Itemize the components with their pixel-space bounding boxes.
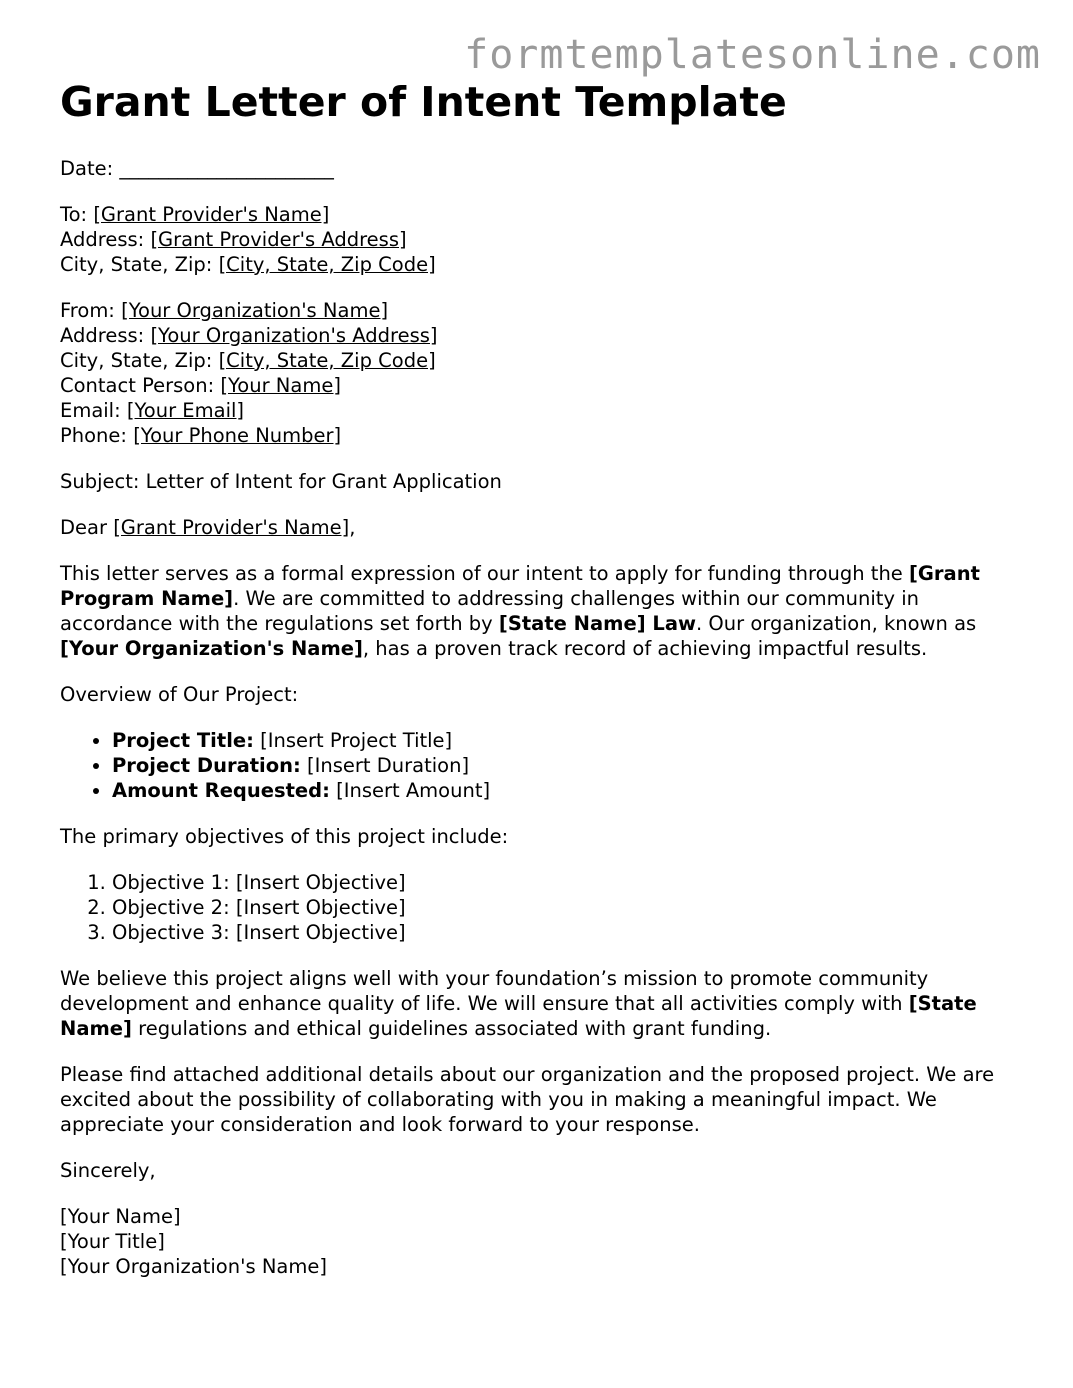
signature-name: [Your Name]: [60, 1205, 181, 1228]
contact-field: [Your Name]: [220, 374, 341, 397]
watermark-text: formtemplatesonline.com: [464, 32, 1041, 78]
intro-text-4: , has a proven track record of achieving impactful results.: [362, 637, 928, 660]
sender-block: [60, 298, 1020, 448]
to-name-field: [Grant Provider's Name]: [93, 203, 330, 226]
signature-organization: [Your Organization's Name]: [60, 1255, 327, 1278]
list-item: [112, 753, 1020, 778]
alignment-text-2: regulations and ethical guidelines associated with grant funding.: [131, 1017, 772, 1040]
list-item: [112, 728, 1020, 753]
email-label: Email:: [60, 399, 121, 422]
objectives-heading: The primary objectives of this project include:: [60, 825, 509, 848]
to-city-label: City, State, Zip:: [60, 253, 213, 276]
state-name: [State Name]: [60, 992, 977, 1040]
salutation-prefix: Dear: [60, 516, 114, 539]
to-address-label: Address:: [60, 228, 145, 251]
salutation-suffix: ,: [349, 516, 356, 539]
from-address-field: [Your Organization's Address]: [150, 324, 438, 347]
to-address-field: [Grant Provider's Address]: [150, 228, 407, 251]
date-line: [60, 156, 1020, 181]
item-value: [Insert Amount]: [329, 779, 491, 802]
from-city-field: [City, State, Zip Code]: [218, 349, 436, 372]
signature-title: [Your Title]: [60, 1230, 165, 1253]
intro-text-1: This letter serves as a formal expression of our intent to apply for funding through the: [60, 562, 910, 585]
from-address-label: Address:: [60, 324, 145, 347]
contact-label: Contact Person:: [60, 374, 215, 397]
objectives-list: [60, 870, 1020, 945]
email-field: [Your Email]: [126, 399, 245, 422]
from-city-label: City, State, Zip:: [60, 349, 213, 372]
alignment-text-1: We believe this project aligns well with your foundation’s mission to promote community development and enhance quality of life. We will ensure that all activities comply with: [60, 967, 929, 1015]
subject-line: Subject: Letter of Intent for Grant Application: [60, 470, 502, 493]
phone-label: Phone:: [60, 424, 127, 447]
list-item: 1. Objective 1: [Insert Objective]: [112, 870, 1020, 895]
salutation: [60, 515, 1020, 540]
phone-field: [Your Phone Number]: [133, 424, 342, 447]
salutation-name-field: [Grant Provider's Name]: [113, 516, 350, 539]
grant-program-name: [Grant Program Name]: [60, 562, 980, 610]
list-item: [112, 778, 1020, 803]
to-label: To:: [60, 203, 88, 226]
state-law: [State Name] Law: [498, 612, 697, 635]
signoff: Sincerely,: [60, 1159, 156, 1182]
item-label: Amount Requested:: [112, 779, 330, 802]
overview-list: [60, 728, 1020, 803]
to-city-field: [City, State, Zip Code]: [218, 253, 436, 276]
item-label: Project Duration:: [112, 754, 301, 777]
intro-text-2: . We are committed to addressing challenges within our community in accordance with the regulations set forth by: [60, 587, 919, 635]
date-label: Date:: [60, 157, 114, 180]
list-item: 2. Objective 2: [Insert Objective]: [112, 895, 1020, 920]
from-name-field: [Your Organization's Name]: [121, 299, 389, 322]
page-title: Grant Letter of Intent Template: [60, 78, 787, 126]
from-label: From:: [60, 299, 115, 322]
intro-paragraph: [60, 561, 1020, 661]
item-label: Project Title:: [112, 729, 254, 752]
closing-paragraph: Please find attached additional details about our organization and the proposed project. We are excited about the possibility of collaborating with you in making a meaningful impact. We appreciate your consideration and look forward to your response.: [60, 1063, 995, 1136]
overview-heading: Overview of Our Project:: [60, 683, 299, 706]
item-value: [Insert Duration]: [300, 754, 470, 777]
alignment-paragraph: [60, 966, 1020, 1041]
date-blank: ______________________: [119, 157, 334, 180]
signature-block: [60, 1204, 1020, 1279]
organization-name: [Your Organization's Name]: [60, 637, 363, 660]
list-item: 3. Objective 3: [Insert Objective]: [112, 920, 1020, 945]
recipient-block: [60, 202, 1020, 277]
intro-text-3: . Our organization, known as: [696, 612, 977, 635]
item-value: [Insert Project Title]: [253, 729, 453, 752]
letter-document: [60, 76, 1020, 1279]
